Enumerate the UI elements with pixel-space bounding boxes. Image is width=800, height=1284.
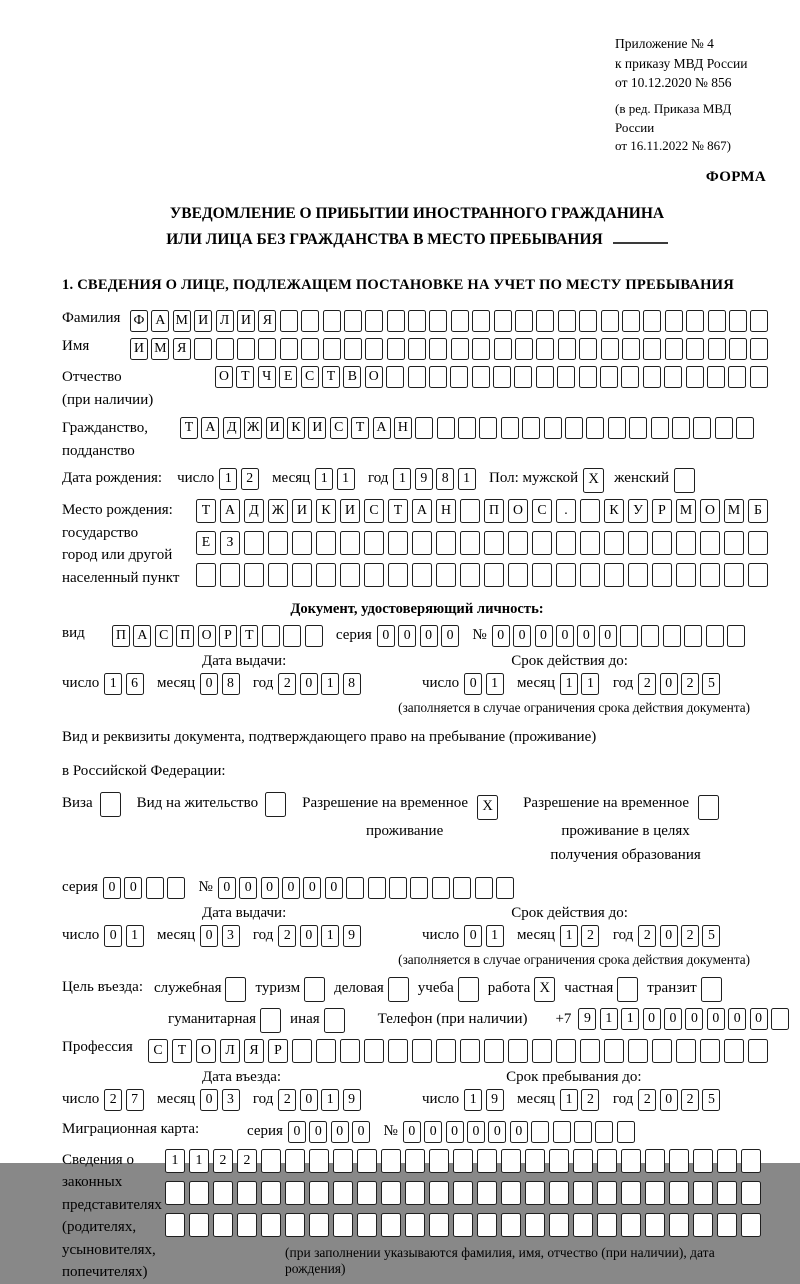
patronymic-label-note: (при наличии) [62,391,154,408]
field-visit-purpose-row2 [162,1008,772,1033]
year-label: год [252,1090,274,1107]
series-label: серия [62,878,98,895]
patronymic-label [62,366,215,411]
residence-expiry-month-cells[interactable]: 1 2 [560,925,603,947]
field-birth-date [62,468,772,493]
doc-series-cells[interactable]: 0 0 0 0 [377,625,463,647]
given-name-cells[interactable]: И М Я [130,338,772,360]
given-name-label: Имя [62,338,90,355]
purpose-private-label: частная [564,979,614,996]
residence-number-cells[interactable]: 0 0 0 0 0 0 [218,877,517,899]
citizenship-label [62,417,180,462]
sex-male-label: Пол: мужской [489,470,579,487]
citizenship-label-line2: подданство [62,442,135,459]
expiry-date-heading: Срок действия до: [511,653,628,670]
entry-dates [62,1089,772,1111]
blank-underline [613,227,668,244]
representatives-row1-cells[interactable]: 1 1 2 2 [165,1149,772,1173]
visa-checkbox[interactable] [100,792,121,817]
title-line-2 [62,227,772,253]
doc-issue-day-cells[interactable]: 1 6 [104,673,147,695]
amendment-line-2: от 16.11.2022 № 867) [615,138,732,154]
year-label: год [252,926,274,943]
profession-cells[interactable]: С Т О Л Я Р [148,1039,772,1063]
field-identity-doc [62,625,772,647]
number-label: № [383,1122,398,1139]
residence-permit-checkbox[interactable] [265,792,286,817]
sex-female-label: женский [614,470,669,487]
patronymic-label-line1: Отчество [62,369,122,386]
phone-cells[interactable]: 9 1 1 0 0 0 0 0 0 [578,1008,792,1030]
year-label: год [612,1090,634,1107]
purpose-transit-checkbox[interactable] [701,977,722,1002]
purpose-tourism-label: туризм [255,979,301,996]
representatives-row2-cells[interactable] [165,1181,772,1205]
annex-amendment [615,100,772,157]
purpose-private-checkbox[interactable] [617,977,638,1002]
representatives-row3-cells[interactable] [165,1213,772,1237]
expiry-date-heading: Срок действия до: [511,904,628,921]
issue-date-heading: Дата выдачи: [202,653,287,670]
citizenship-cells[interactable]: Т А Д Ж И К И С Т А Н [180,417,758,439]
doc-expiry-year-cells[interactable]: 2 0 2 5 [638,673,724,695]
phone-label: Телефон (при наличии) [377,1010,528,1027]
month-label: месяц [516,926,556,943]
day-label: число [62,926,100,943]
residence-issue-year-cells[interactable]: 2 0 1 9 [278,925,364,947]
temp-residence-edu-checkbox[interactable] [698,792,728,820]
day-label: число [62,675,100,692]
purpose-business-checkbox[interactable] [388,977,409,1002]
purpose-other-label: иная [290,1010,320,1027]
residence-doc-note: (заполняется в случае ограничения срока действия документа) [398,951,750,967]
migration-card-label: Миграционная карта: [62,1120,200,1137]
purpose-work-checkbox[interactable]: X [534,977,555,1002]
field-citizenship [62,417,772,462]
option-visa [62,792,121,817]
month-label: месяц [516,675,556,692]
temp-residence-edu-label-line3: получения образования [550,846,701,863]
birth-place-cell-rows [196,499,772,595]
day-label: число [421,675,460,692]
birth-place-row3-cells[interactable] [196,563,772,587]
purpose-business-label: деловая [334,979,384,996]
day-label: число [177,470,215,487]
purpose-tourism-checkbox[interactable] [304,977,325,1002]
year-label: год [367,470,389,487]
field-birth-place [62,499,772,595]
purpose-study-checkbox[interactable] [458,977,479,1002]
representatives-label-line2: законных [62,1174,123,1191]
purpose-humanitarian-checkbox[interactable] [260,1008,281,1033]
birth-place-label-line2: государство [62,524,139,541]
temp-residence-label-line2: проживание [365,823,444,840]
purpose-humanitarian-label: гуманитарная [168,1010,257,1027]
field-profession [62,1039,772,1063]
doc-expiry-month-cells[interactable]: 1 1 [560,673,603,695]
residence-series-cells[interactable]: 0 0 [103,877,189,899]
purpose-work-label: работа [487,979,531,996]
year-label: год [612,926,634,943]
doc-type-cells[interactable]: П А С П О Р Т [112,625,326,647]
field-surname [62,310,772,332]
representatives-label-line1: Сведения о [62,1151,134,1168]
entry-date-headings [62,1069,772,1086]
sex-male-checkbox[interactable]: X [583,468,604,493]
phone-prefix: +7 [555,1010,572,1027]
issue-date-heading: Дата выдачи: [202,904,287,921]
field-representatives [62,1149,772,1284]
month-label: месяц [516,1090,556,1107]
stay-until-heading: Срок пребывания до: [506,1068,642,1085]
temp-residence-edu-line1 [523,792,728,820]
representatives-note: (при заполнении указываются фамилия, имя, отчество (при наличии), дата рождения) [285,1244,715,1276]
temp-residence-line1 [302,792,507,820]
residence-doc-intro2: в Российской Федерации: [62,762,226,779]
field-patronymic [62,366,772,411]
birth-place-row2-cells[interactable]: Е З [196,531,772,555]
stay-month-cells[interactable]: 1 2 [560,1089,603,1111]
residence-doc-series-number [62,877,772,899]
identity-doc-date-headings [62,653,772,670]
temp-residence-edu-label: Разрешение на временное [523,795,690,812]
year-label: год [252,675,274,692]
month-label: месяц [157,926,196,943]
representatives-label [62,1149,165,1284]
purpose-other-checkbox[interactable] [324,1008,345,1033]
annex-line-3: от 10.12.2020 № 856 [615,75,732,91]
residence-expiry-day-cells[interactable]: 0 1 [464,925,507,947]
residence-doc-intro1: Вид и реквизиты документа, подтверждающего право на пребывание (проживание) [62,729,597,746]
month-label: месяц [157,675,196,692]
section1-heading: 1. СВЕДЕНИЯ О ЛИЦЕ, ПОДЛЕЖАЩЕМ ПОСТАНОВКЕ НА УЧЕТ ПО МЕСТУ ПРЕБЫВАНИЯ [62,277,734,294]
month-label: месяц [272,470,311,487]
residence-issue-month-cells[interactable]: 0 3 [200,925,243,947]
temp-residence-label: Разрешение на временное [302,795,469,812]
entry-date-heading: Дата въезда: [202,1068,282,1085]
option-temp-residence-education [523,792,728,867]
title-line-2-text: ИЛИ ЛИЦА БЕЗ ГРАЖДАНСТВА В МЕСТО ПРЕБЫВАНИЯ [166,230,603,248]
purpose-official-label: служебная [153,979,222,996]
representatives-label-line6: попечителях) [62,1264,148,1281]
surname-label: Фамилия [62,310,121,327]
identity-doc-dates [62,673,772,695]
series-label: серия [247,1122,283,1139]
purpose-official-checkbox[interactable] [225,977,246,1002]
visa-label: Виза [62,795,93,812]
temp-residence-checkbox[interactable]: X [477,792,507,820]
residence-permit-label: Вид на жительство [136,795,259,812]
birth-place-label-line4: населенный пункт [62,569,180,586]
birth-place-label-line1: Место рождения: [62,502,173,519]
residence-doc-options [62,792,772,867]
representatives-label-line3: представителях [62,1196,162,1213]
entry-day-cells[interactable]: 2 7 [104,1089,147,1111]
representatives-label-line4: (родителях, [62,1219,137,1236]
form-word: ФОРМА [705,169,766,186]
residence-expiry-year-cells[interactable]: 2 0 2 5 [638,925,724,947]
option-temp-residence [302,792,507,843]
stay-day-cells[interactable]: 1 9 [464,1089,507,1111]
amendment-line-1: (в ред. Приказа МВД России [615,100,732,135]
doc-series-label: серия [335,627,372,644]
identity-doc-heading: Документ, удостоверяющий личность: [290,601,544,618]
birth-date-label: Дата рождения: [62,470,163,487]
day-label: число [62,1090,100,1107]
residence-issue-day-cells[interactable]: 0 1 [104,925,147,947]
birth-day-cells[interactable]: 1 2 [219,468,262,490]
doc-number-cells[interactable]: 0 0 0 0 0 0 [492,625,749,647]
birth-place-label [62,499,196,589]
birth-month-cells[interactable]: 1 1 [315,468,358,490]
birth-place-label-line3: город или другой [62,547,173,564]
day-label: число [421,1090,460,1107]
field-migration-card [62,1121,772,1143]
identity-doc-note: (заполняется в случае ограничения срока действия документа) [398,700,750,716]
patronymic-cells[interactable]: О Т Ч Е С Т В О [215,366,771,388]
residence-doc-date-headings [62,905,772,922]
representatives-label-line5: усыновителях, [62,1241,156,1258]
purpose-study-label: учеба [417,979,454,996]
citizenship-label-line1: Гражданство, [62,420,149,437]
temp-residence-edu-label-line2: проживание в целях [561,823,690,840]
representatives-cell-rows [165,1149,772,1277]
number-label: № [198,878,213,895]
doc-number-label: № [472,627,487,644]
profession-label: Профессия [62,1038,133,1055]
doc-issue-year-cells[interactable]: 2 0 1 8 [278,673,364,695]
title-line-1: УВЕДОМЛЕНИЕ О ПРИБЫТИИ ИНОСТРАННОГО ГРАЖДАНИНА [169,205,665,223]
entry-month-cells[interactable]: 0 3 [200,1089,243,1111]
migration-series-cells[interactable]: 0 0 0 0 [288,1121,374,1143]
annex-line-1: Приложение № 4 [615,36,714,51]
form-title [62,201,772,252]
option-residence-permit [137,792,286,817]
annex-reference [615,34,772,156]
visit-purpose-label: Цель въезда: [62,978,143,995]
day-label: число [421,926,460,943]
month-label: месяц [157,1090,196,1107]
doc-issue-month-cells[interactable]: 0 8 [200,673,243,695]
migration-number-cells[interactable]: 0 0 0 0 0 0 [403,1121,638,1143]
residence-doc-dates [62,925,772,947]
year-label: год [612,675,634,692]
sex-female-checkbox[interactable] [674,468,695,493]
doc-type-label: вид [62,625,85,642]
stay-year-cells[interactable]: 2 0 2 5 [638,1089,724,1111]
birth-place-row1-cells[interactable]: Т А Д Ж И К И С Т А Н П О С . К У Р М О М Б [196,499,772,523]
purpose-transit-label: транзит [647,979,697,996]
entry-year-cells[interactable]: 2 0 1 9 [278,1089,364,1111]
surname-cells[interactable]: Ф А М И Л И Я [130,310,772,332]
birth-year-cells[interactable]: 1 9 8 1 [393,468,479,490]
field-given-name [62,338,772,360]
doc-expiry-day-cells[interactable]: 0 1 [464,673,507,695]
annex-line-2: к приказу МВД России [615,55,748,71]
field-visit-purpose [62,977,772,1002]
